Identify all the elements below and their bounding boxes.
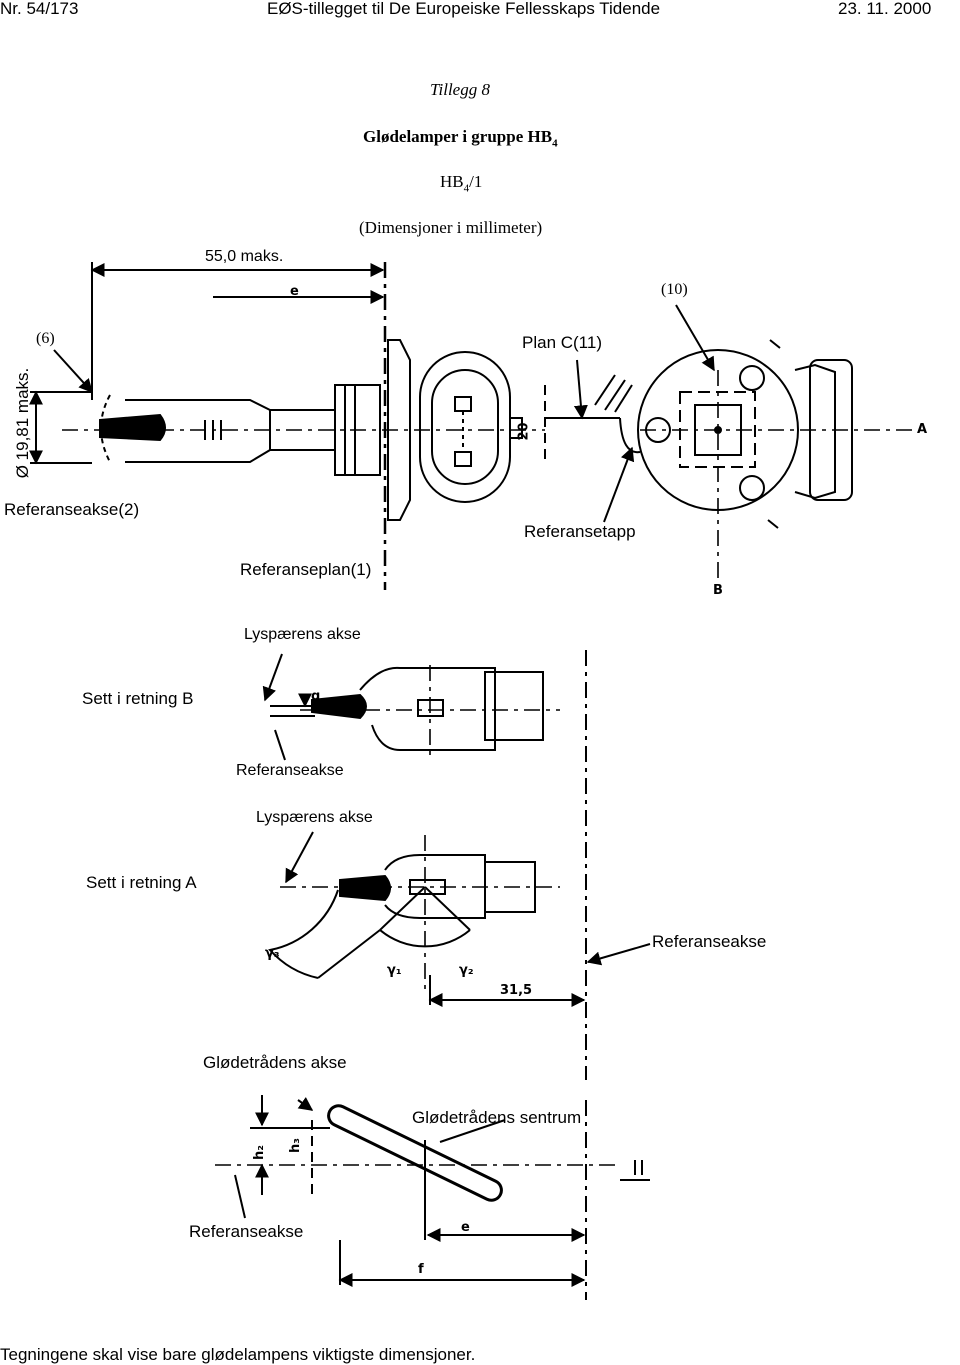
f-label: f — [418, 1262, 424, 1277]
diameter-label: Ø 19,81 maks. — [13, 367, 32, 479]
page-number: Nr. 54/173 — [0, 0, 79, 18]
dim-315-label: 31,5 — [500, 983, 533, 998]
ref-axis-2-label: Referanseakse(2) — [4, 500, 140, 519]
axis-b-label: B — [713, 583, 723, 598]
dimensions-note: (Dimensjoner i millimeter) — [359, 218, 543, 237]
light-axis-label-1: Lyspærens akse — [244, 626, 361, 643]
ref-axis-b-label: Referanseakse — [236, 762, 344, 779]
view-a-drawing — [270, 832, 650, 1005]
ref-plane-label: Referanseplan(1) — [240, 560, 372, 579]
footer-note: Tegningene skal vise bare glødelampens viktigste dimensjoner. — [0, 1345, 476, 1364]
ref-axis-a-label: Referanseakse — [652, 932, 767, 951]
note-6-label: (6) — [36, 330, 55, 347]
filament-centre-label: Glødetrådens sentrum — [412, 1108, 582, 1127]
plan-c-label: Plan C(11) — [522, 333, 602, 352]
issue-date: 23. 11. 2000 — [838, 0, 932, 18]
e-top-label: e — [290, 284, 299, 299]
annex-label: Tillegg 8 — [430, 80, 490, 99]
h2-label: h₂ — [251, 1145, 267, 1160]
journal-title: EØS-tillegget til De Europeiske Fellesskaps Tidende — [267, 0, 661, 18]
view-a-label: Sett i retning A — [86, 873, 197, 892]
axis-a-label: A — [917, 422, 928, 437]
ref-tab-label: Referansetapp — [524, 522, 636, 541]
max-length-label: 55,0 maks. — [205, 248, 284, 265]
page-title: Glødelamper i gruppe $HB_4$ — [363, 127, 558, 150]
dim-20-label: 20 — [516, 422, 532, 441]
gamma1-label: γ₁ — [387, 963, 402, 978]
g-label: g — [311, 689, 321, 704]
note-10-label: (10) — [661, 281, 688, 298]
lamp-type: $HB_4/1$ — [440, 172, 483, 195]
filament-axis-label: Glødetrådens akse — [203, 1053, 347, 1072]
ref-axis-bottom-label: Referanseakse — [189, 1222, 304, 1241]
h3-label: h₃ — [287, 1138, 303, 1153]
e-bottom-label: e — [461, 1220, 470, 1235]
gamma3-label: γ₃ — [265, 946, 280, 961]
view-b-label: Sett i retning B — [82, 689, 194, 708]
view-b-drawing — [265, 650, 586, 1080]
light-axis-label-2: Lyspærens akse — [256, 809, 373, 826]
gamma2-label: γ₂ — [459, 963, 474, 978]
front-view-drawing — [595, 305, 915, 580]
